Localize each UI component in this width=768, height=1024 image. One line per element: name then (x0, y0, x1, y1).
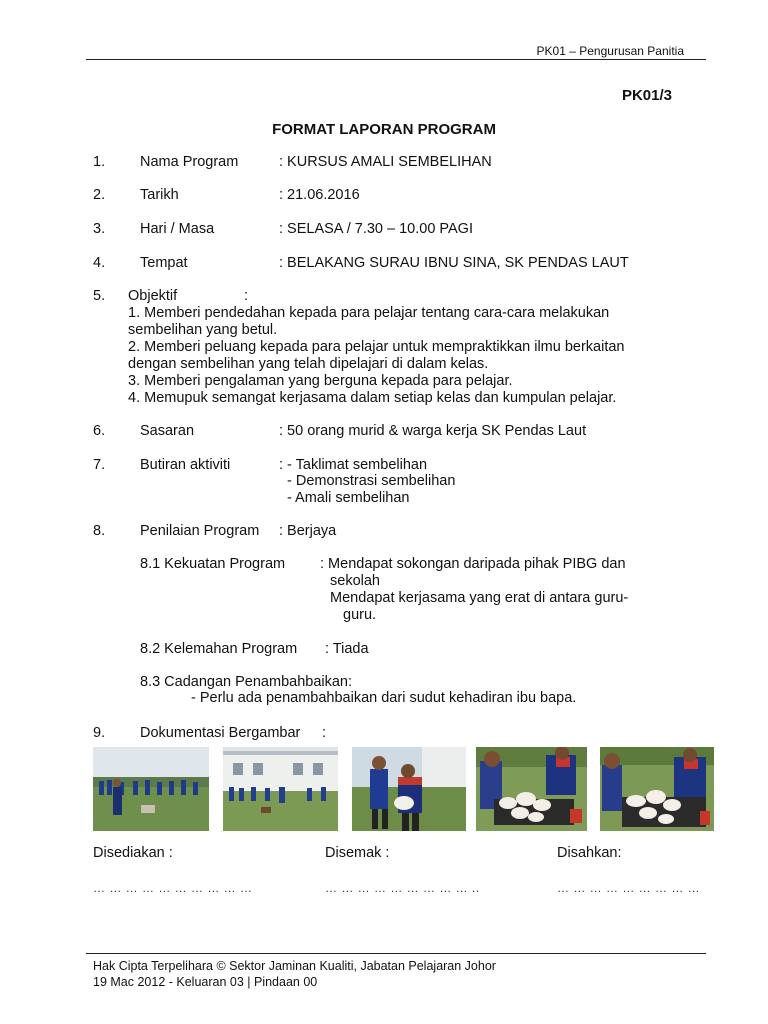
approved-by-label: Disahkan: (557, 845, 622, 861)
item-2-number: 2. (93, 187, 106, 203)
item-2-label: Tarikh (140, 187, 179, 203)
item-3-number: 3. (93, 221, 106, 237)
item-7-number: 7. (93, 457, 106, 473)
item-6-label: Sasaran (140, 423, 195, 439)
footer-version: 19 Mac 2012 - Keluaran 03 | Pindaan 00 (93, 975, 318, 989)
prepared-by-signature-line: … … … … … … … … … … (93, 881, 253, 895)
item-8-value: : Berjaya (279, 523, 337, 539)
weakness-label: 8.2 Kelemahan Program (140, 641, 298, 657)
documentation-photo (352, 747, 466, 831)
objective-line: 1. Memberi pendedahan kepada para pelajar tentang cara-cara melakukan (128, 305, 610, 321)
item-9-colon: : (322, 725, 327, 741)
item-3-label: Hari / Masa (140, 221, 215, 237)
item-4-label: Tempat (140, 255, 188, 271)
photo-chickens-table (476, 747, 587, 831)
checked-by-label: Disemak : (325, 845, 390, 861)
item-9-label: Dokumentasi Bergambar (140, 725, 301, 741)
header-section-title: PK01 – Pengurusan Panitia (536, 44, 684, 58)
suggestion-label: 8.3 Cadangan Penambahbaikan: (140, 674, 353, 690)
suggestion-detail: - Perlu ada penambahbaikan dari sudut kehadiran ibu bapa. (191, 690, 577, 706)
item-1-value: : KURSUS AMALI SEMBELIHAN (279, 154, 492, 170)
objective-line: 2. Memberi peluang kepada para pelajar untuk mempraktikkan ilmu berkaitan (128, 339, 625, 355)
approved-by-signature-line: … … … … … … … … … (557, 881, 701, 895)
photo-field-assembly (93, 747, 209, 831)
strength-label: 8.1 Kekuatan Program (140, 556, 286, 572)
item-6-number: 6. (93, 423, 106, 439)
document-code: PK01/3 (621, 87, 672, 104)
photo-building-group (223, 747, 338, 831)
footer-divider (86, 953, 706, 954)
objective-line: 4. Memupuk semangat kerjasama dalam setiap kelas dan kumpulan pelajar. (128, 390, 617, 406)
strength-line: Mendapat kerjasama yang erat di antara guru- (330, 590, 629, 606)
activity-line: - Amali sembelihan (287, 490, 410, 506)
item-5-number: 5. (93, 288, 106, 304)
photo-slaughter-practice (352, 747, 466, 831)
item-6-value: : 50 orang murid & warga kerja SK Pendas Laut (279, 423, 587, 439)
item-1-label: Nama Program (140, 154, 239, 170)
activity-line: - Demonstrasi sembelihan (287, 473, 456, 489)
strength-line: sekolah (330, 573, 380, 589)
item-3-value: : SELASA / 7.30 – 10.00 PAGI (279, 221, 473, 237)
documentation-photo (223, 747, 338, 831)
item-5-colon: : (244, 288, 249, 304)
strength-line: guru. (343, 607, 377, 623)
item-4-value: : BELAKANG SURAU IBNU SINA, SK PENDAS LAUT (279, 255, 629, 271)
objective-line: dengan sembelihan yang telah dipelajari di dalam kelas. (128, 356, 489, 372)
item-4-number: 4. (93, 255, 106, 271)
header-divider (86, 59, 706, 60)
prepared-by-label: Disediakan : (93, 845, 173, 861)
weakness-value: : Tiada (325, 641, 369, 657)
item-9-number: 9. (93, 725, 106, 741)
item-8-label: Penilaian Program (140, 523, 260, 539)
objective-line: sembelihan yang betul. (128, 322, 278, 338)
item-8-number: 8. (93, 523, 106, 539)
strength-line: : Mendapat sokongan daripada pihak PIBG dan (320, 556, 626, 572)
documentation-photo (476, 747, 587, 831)
activity-line: : - Taklimat sembelihan (279, 457, 428, 473)
photo-chickens-closeup (600, 747, 714, 831)
page-title: FORMAT LAPORAN PROGRAM (272, 121, 496, 138)
item-7-label: Butiran aktiviti (140, 457, 231, 473)
documentation-photo (600, 747, 714, 831)
objective-line: 3. Memberi pengalaman yang berguna kepada para pelajar. (128, 373, 513, 389)
footer-copyright: Hak Cipta Terpelihara © Sektor Jaminan Kualiti, Jabatan Pelajaran Johor (93, 959, 496, 973)
documentation-photo (93, 747, 209, 831)
checked-by-signature-line: … … … … … … … … … .. (325, 881, 480, 895)
item-1-number: 1. (93, 154, 106, 170)
item-5-label: Objektif (128, 288, 178, 304)
item-2-value: : 21.06.2016 (279, 187, 360, 203)
